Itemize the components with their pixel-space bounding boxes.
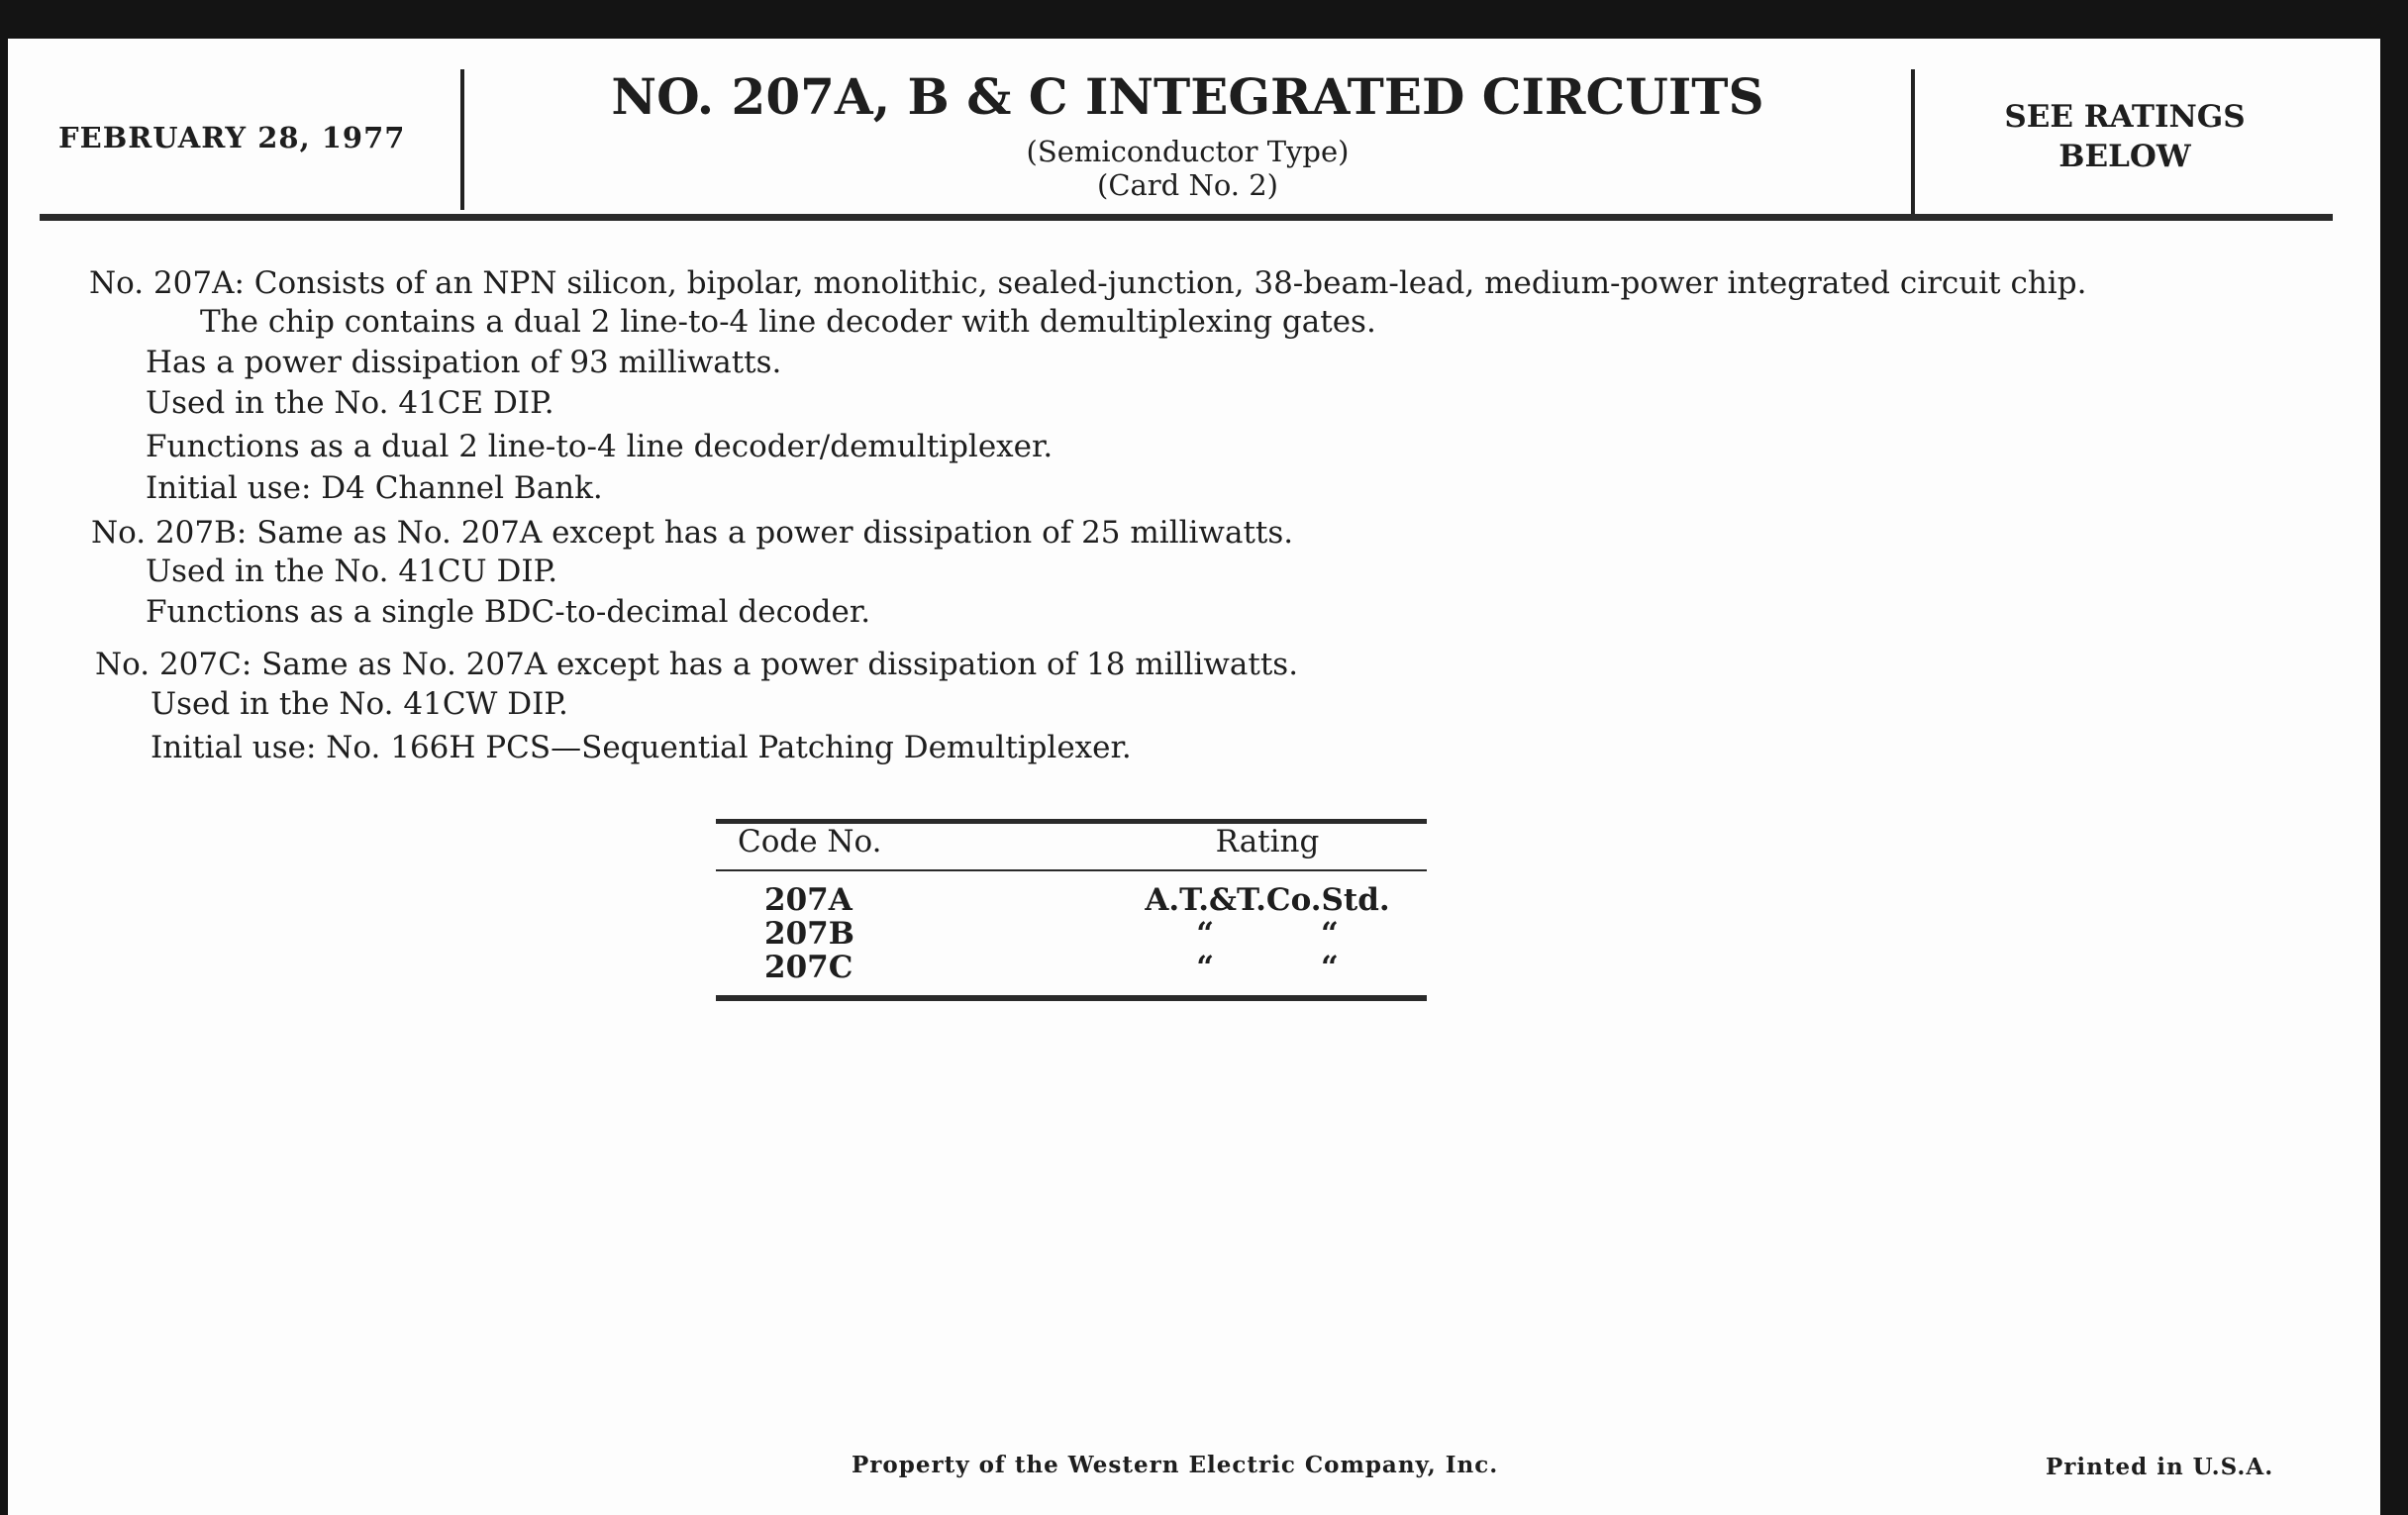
page-title: NO. 207A, B & C INTEGRATED CIRCUITS (611, 67, 1764, 126)
text-line: Functions as a single BDC-to-decimal decoder. (146, 594, 871, 630)
date: FEBRUARY 28, 1977 (58, 121, 406, 154)
text-line: No. 207B: Same as No. 207A except has a power dissipation of 25 milliwatts. (91, 515, 1294, 551)
subtitle: (Semiconductor Type) (1026, 135, 1350, 168)
header-rule (40, 214, 2333, 221)
table-cell-code: 207C (764, 950, 853, 985)
ratings-note (1917, 97, 2333, 176)
text-line: Initial use: No. 166H PCS—Sequential Patching Demultiplexer. (150, 730, 1132, 765)
text-line: Functions as a dual 2 line-to-4 line decoder/demultiplexer. (146, 429, 1054, 464)
text-line: Initial use: D4 Channel Bank. (146, 470, 603, 506)
table-cell-code: 207A (764, 882, 853, 918)
text-line: No. 207A: Consists of an NPN silicon, bipolar, monolithic, sealed-junction, 38-beam-lead, medium-power integrated circuit chip. (89, 265, 2087, 301)
text-line: Used in the No. 41CU DIP. (146, 554, 558, 589)
footer-printed: Printed in U.S.A. (2046, 1454, 2274, 1480)
text-line: Used in the No. 41CW DIP. (150, 686, 568, 722)
footer-property: Property of the Western Electric Company, Inc. (852, 1452, 1499, 1478)
card-number: (Card No. 2) (1097, 168, 1278, 202)
divider (1911, 69, 1915, 216)
table-header-rule (716, 869, 1427, 871)
text-line: Used in the No. 41CE DIP. (146, 385, 554, 421)
table-bottom-rule (716, 995, 1427, 1001)
column-header-rating: Rating (1215, 824, 1320, 859)
table-cell-rating: A.T.&T.Co.Std. (1145, 882, 1390, 918)
ratings-note-line1: SEE RATINGS (2004, 99, 2246, 135)
table-cell-rating: “ “ (1196, 916, 1339, 952)
column-header-code: Code No. (738, 824, 882, 859)
text-line: The chip contains a dual 2 line-to-4 line decoder with demultiplexing gates. (200, 304, 1376, 340)
ratings-note-line2: BELOW (2058, 139, 2191, 174)
text-line: No. 207C: Same as No. 207A except has a power dissipation of 18 milliwatts. (95, 647, 1299, 682)
table-cell-code: 207B (764, 916, 854, 952)
document-card (8, 39, 2380, 1515)
table-cell-rating: “ “ (1196, 950, 1339, 985)
text-line: Has a power dissipation of 93 milliwatts. (146, 345, 782, 380)
